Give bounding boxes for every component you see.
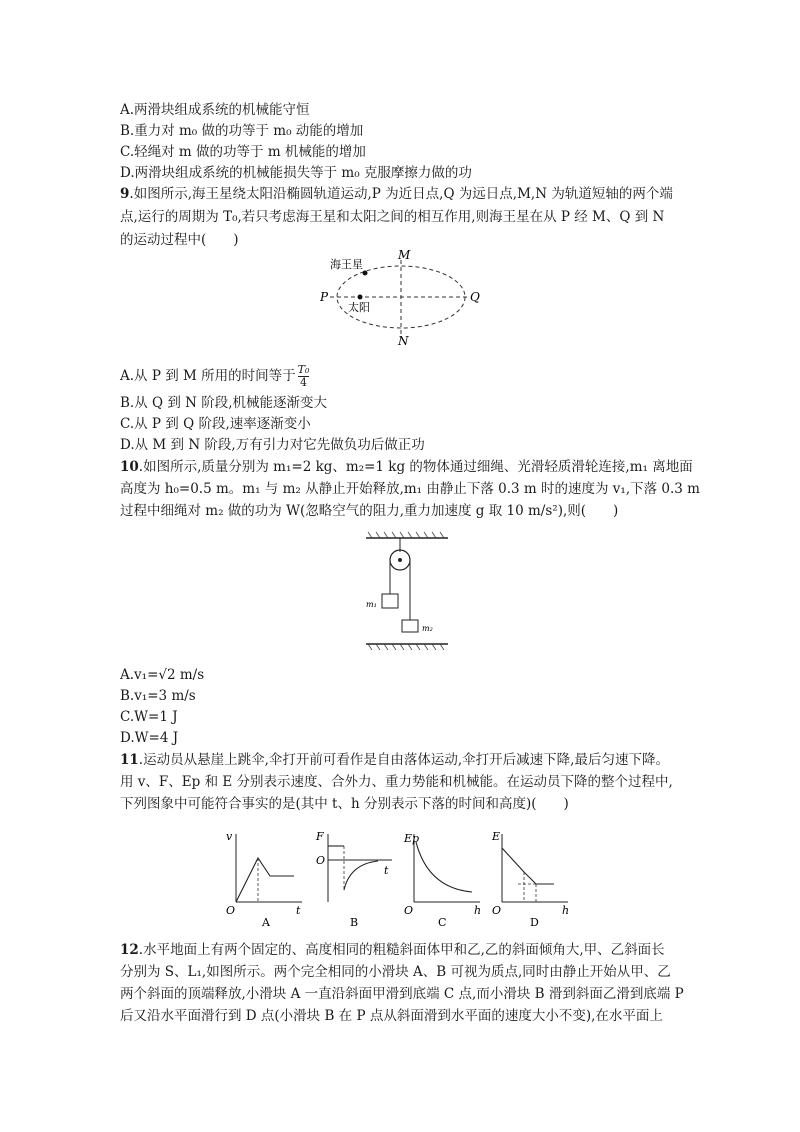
label-m1: m₁: [366, 600, 377, 609]
q9-option-b: B.从 Q 到 N 阶段,机械能逐渐变大: [120, 395, 328, 411]
q11-stem-line-3: 下列图象中可能符合事实的是(其中 t、h 分别表示下落的时间和高度)( ): [120, 796, 569, 812]
q9-stem-line-3: 的运动过程中( ): [120, 232, 239, 248]
q9-option-d: D.从 M 到 N 阶段,万有引力对它先做负功后做正功: [120, 437, 425, 453]
graph-c-origin: O: [404, 904, 414, 917]
graph-c-curve: [416, 842, 472, 892]
q9-stem-line-1: 9.如图所示,海王星绕太阳沿椭圆轨道运动,P 为近日点,Q 为远日点,M,N 为轨道短轴的两个端: [120, 186, 673, 202]
graph-b-ylabel: F: [316, 830, 324, 843]
q10-stem-line-1: 10.如图所示,质量分别为 m₁=2 kg、m₂=1 kg 的物体通过细绳、光滑轻质滑轮连接,m₁ 离地面: [120, 459, 693, 475]
q10-option-d: D.W=4 J: [120, 730, 179, 746]
graph-c-ylabel: Ep: [404, 832, 420, 845]
q9-number: 9: [120, 186, 130, 202]
graph-b-curve: [344, 861, 378, 890]
graph-b-xlabel: t: [384, 864, 389, 877]
q9-stem-line-2: 点,运行的周期为 T₀,若只考虑海王星和太阳之间的相互作用,则海王星在从 P 经 M、Q 到 N: [120, 209, 665, 225]
q8-option-b: B.重力对 m₀ 做的功等于 m₀ 动能的增加: [120, 123, 364, 139]
point-p-label: P: [320, 290, 329, 304]
q10-option-b: B.v₁=3 m/s: [120, 688, 196, 704]
q8-option-a: A.两滑块组成系统的机械能守恒: [120, 102, 310, 118]
graph-c-xlabel: h: [474, 904, 482, 917]
q9-option-a: A.从 P 到 M 所用的时间等于 $\frac{\text{T₀}}{4}$: [120, 363, 310, 389]
graph-a-xlabel: t: [296, 904, 301, 917]
graph-c-caption: C: [438, 916, 447, 928]
q11-number: 11: [120, 752, 139, 768]
q10-stem-line-2: 高度为 h₀=0.5 m。m₁ 与 m₂ 从静止开始释放,m₁ 由静止下落 0.3 m 时的速度为 v₁,下落 0.3 m: [120, 481, 700, 497]
graph-a-origin: O: [226, 904, 236, 917]
q12-number: 12: [120, 942, 139, 958]
planet-dot: [363, 271, 368, 276]
graph-d-curve: [502, 848, 554, 884]
graph-d-ylabel: E: [492, 830, 501, 843]
q9-option-c: C.从 P 到 Q 阶段,速率逐渐变小: [120, 416, 311, 432]
sun-label: 太阳: [348, 301, 370, 314]
graph-a-caption: A: [262, 916, 270, 928]
q11-graph-c: [400, 828, 486, 928]
graph-d-xlabel: h: [562, 904, 570, 917]
q8-option-c: C.轻绳对 m 做的功等于 m 机械能的增加: [120, 144, 366, 160]
graph-d-caption: D: [530, 916, 539, 928]
q8-option-d: D.两滑块组成系统的机械能损失等于 m₀ 克服摩擦力做的功: [120, 165, 472, 181]
graph-d-origin: O: [492, 904, 502, 917]
q12-stem-line-2: 分别为 S、L₁,如图所示。两个完全相同的小滑块 A、B 可视为质点,同时由静止开始从甲、乙: [120, 964, 671, 980]
q12-stem-line-4: 后又沿水平面滑行到 D 点(小滑块 B 在 P 点从斜面滑到水平面的速度大小不变),在水平面上: [120, 1008, 663, 1024]
point-n-label: N: [398, 334, 409, 348]
block-m2: [402, 620, 418, 632]
q11-graph-d: [488, 828, 574, 928]
q11-graph-a: [222, 828, 308, 928]
q12-stem-line-1: 12.水平地面上有两个固定的、高度相同的粗糙斜面体甲和乙,乙的斜面倾角大,甲、乙斜面长: [120, 942, 665, 958]
q9-orbit-figure: [320, 248, 490, 348]
fraction-t0-over-4: $\frac{\text{T₀}}{4}$: [297, 363, 310, 389]
q11-stem-line-2: 用 v、F、Ep 和 E 分别表示速度、合外力、重力势能和机械能。在运动员下降的整个过程中,: [120, 774, 673, 790]
q10-stem-line-3: 过程中细绳对 m₂ 做的功为 W(忽略空气的阻力,重力加速度 g 取 10 m/s²),则( ): [120, 503, 619, 519]
sun-dot: [358, 295, 363, 300]
graph-a-curve: [236, 858, 294, 902]
q11-stem-line-1: 11.运动员从悬崖上跳伞,伞打开前可看作是自由落体运动,伞打开后减速下降,最后匀速下降。: [120, 752, 669, 768]
graph-a-ylabel: v: [226, 830, 233, 843]
pulley-axle: [398, 558, 402, 562]
q10-option-a: A.v₁=√2 m/s: [120, 667, 205, 683]
planet-label: 海王星: [330, 258, 363, 271]
q12-stem-line-3: 两个斜面的顶端释放,小滑块 A 一直沿斜面甲滑到底端 C 点,而小滑块 B 滑到斜面乙滑到底端 P: [120, 986, 684, 1002]
label-m2: m₂: [422, 624, 433, 633]
q11-graph-b: [312, 828, 398, 928]
q10-number: 10: [120, 459, 139, 475]
point-q-label: Q: [470, 290, 480, 304]
graph-b-origin: O: [316, 854, 326, 867]
point-m-label: M: [398, 248, 411, 262]
q10-option-c: C.W=1 J: [120, 709, 178, 725]
block-m1: [382, 594, 398, 608]
graph-b-caption: B: [350, 916, 359, 928]
q10-pulley-figure: [360, 530, 460, 650]
